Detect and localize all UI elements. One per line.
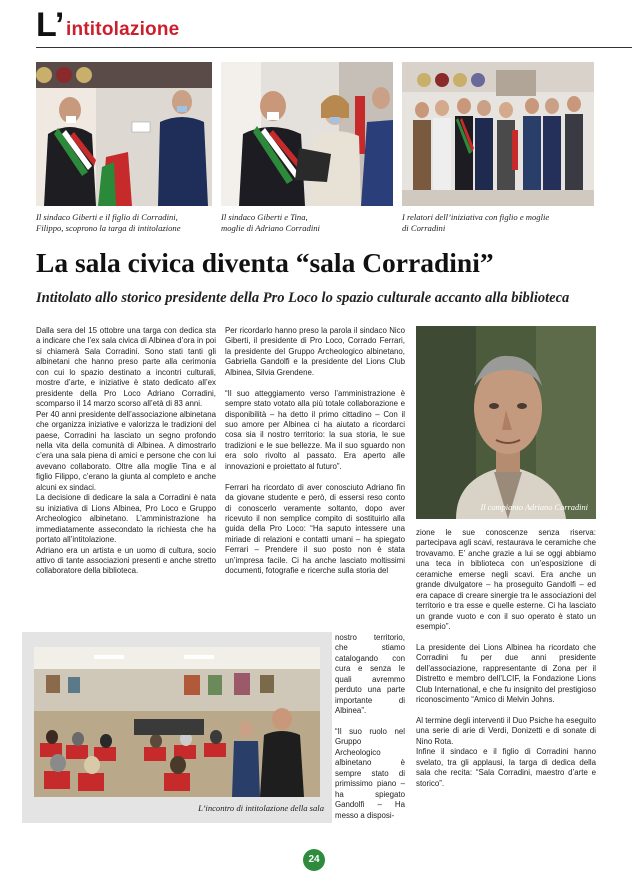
article-column-2 (225, 326, 405, 577)
caption-line: I relatori dell’iniziativa con figlio e moglie (402, 212, 550, 222)
paragraph: Ferrari ha ricordato di aver conosciuto Adriano fin da giovane studente e però, di essersi reso conto di conoscerlo veramente soltanto, dopo aver ricevuto il non semplice compito di sostituirlo alla guida della Pro Loco: “Ha saputo intessere una miriade di relazioni e contatti umani – ha spiegato Ferrari – Prendere il suo posto non è stata un’impresa facile. Ci ha anche lasciato moltissimi documenti, fotografie e ricerche sulla storia del (225, 482, 405, 576)
photo-speakers-group-image (402, 62, 594, 206)
header-rule (36, 47, 632, 48)
caption-event: L’incontro di intitolazione della sala (198, 803, 324, 813)
photo-event-audience-image (34, 647, 320, 797)
headline-bold: sala Corradini (309, 247, 480, 278)
photo-event-audience (34, 647, 320, 797)
caption-line: Il sindaco Giberti e Tina, (221, 212, 308, 222)
headline-part: La sala civica diventa “ (36, 247, 310, 278)
paragraph: “Il suo ruolo nel Gruppo Archeologico albinetano è sempre stato di primissimo piano – ha spiegato Gandolfi – Ha messo a disposi- (335, 727, 405, 820)
caption-speakers-group (402, 212, 598, 234)
paragraph: Al termine degli interventi il Duo Psiche ha eseguito una serie di arie di Verdi, Donizetti e di sonate di Nino Rota. (416, 716, 596, 746)
photo-mayor-and-wife (221, 62, 393, 206)
article-column-2-narrow (335, 633, 405, 821)
paragraph: Per 40 anni presidente dell’associazione albinetana che organizza iniziative e valorizza le tradizioni del paese, Corradini ha lasciato un segno profondo nella vita della comunità di Albinea. A dimostrarlo c’era una sala piena di amici e persone che con lui avevano collaborato. Oltre alla moglie Tina e al figlio Filippo, c’erano la giunta al completo e anche alcuni ex sindaci. (36, 409, 216, 492)
paragraph: La presidente dei Lions Albinea ha ricordato che Corradini fu per due anni presidente dell’associazione, rappresentante di Zona per il Distretto e membro dell’LCIF, la Fondazione Lions Club International, e che fu insignito del prestigioso riconoscimento “Amico di Melvin Johns. (416, 642, 596, 705)
paragraph: Dalla sera del 15 ottobre una targa con dedica sta a indicare che l’ex sala civica di Albinea d’ora in poi si chiamerà Sala Corradini. Sono stati tanti gli albinetani che hanno preso parte alla cerimonia con cui lo spazio destinato a incontri culturali, mostre d’arte, e iniziative è stato dedicato all’ex presidente della Pro Loco Adriano Corradini, scomparso il 14 marzo scorso all’età di 83 anni. (36, 326, 216, 409)
section-header (0, 0, 632, 48)
caption-mayor-and-wife (221, 212, 397, 234)
photo-mayor-and-wife-image (221, 62, 393, 206)
article-column-1 (36, 326, 216, 577)
caption-line: moglie di Adriano Corradini (221, 223, 320, 233)
paragraph: nostro territorio, che stiamo catalogando con cura e senza le quali avremmo perduto una parte importante di Albinea”. (335, 633, 405, 716)
photo-portrait-corradini-image (416, 326, 596, 519)
event-photo-block (22, 632, 332, 823)
caption-line: di Corradini (402, 223, 446, 233)
article-column-3 (416, 528, 596, 789)
caption-line: Filippo, scoprono la targa di intitolazione (36, 223, 181, 233)
article-subtitle: Intitolato allo storico presidente della Pro Loco lo spazio culturale accanto alla biblioteca (36, 290, 570, 306)
caption-line: Il sindaco Giberti e il figlio di Corradini, (36, 212, 178, 222)
section-header-letter: L’ (36, 6, 65, 44)
photo-speakers-group (402, 62, 594, 206)
paragraph: “Il suo atteggiamento verso l’amministrazione è sempre stato votato alla più totale collaborazione e disponibilità – ha detto il primo cittadino – Con il suo amore per Albinea ci ha aiutato a ricordarci cosa sia il nostro territorio: la sua storia, le sue tradizioni e le sue bellezze. Ma il suo sguardo non era solo rivolto al passato. Era aperto alle innovazioni e proiettato al futuro”. (225, 388, 405, 471)
paragraph: Per ricordarlo hanno preso la parola il sindaco Nico Giberti, il presidente di Pro Loco, Corrado Ferrari, la presidente del Gruppo Archeologico albinetano, Gabriella Gandolfi e la presidente del Lions Club Albinea, Silvia Grendene. (225, 326, 405, 377)
caption-unveiling-plaque (36, 212, 216, 234)
caption-portrait: Il compianto Adriano Corradini (480, 503, 588, 512)
paragraph: zione le sue conoscenze senza riserva: partecipava agli scavi, restaurava le ceramiche che trovavamo. E’ anche grazie a lui se oggi abbiamo una teca in biblioteca con un’esposizione di ceramiche emerse negli scavi. Era anche un grande divulgatore – ha proseguito Gandolfi – ed era capace di creare sinergie tra le associazioni del territorio e tra esse e quelle esterne. Ci ha lasciato un grande vuoto e con il suo operato è stato un esempio”. (416, 528, 596, 632)
photo-portrait-corradini (416, 326, 596, 519)
page-number: 24 (303, 849, 325, 871)
headline-part: ” (479, 247, 494, 278)
section-header-title: intitolazione (66, 19, 180, 40)
paragraph: La decisione di dedicare la sala a Corradini è nata su iniziativa di Lions Albinea, Pro Loco e Gruppo Archeologico albinetano. L’amministrazione ha immediatamente assecondato la richiesta che ha portato all’intitolazione. (36, 493, 216, 545)
photo-unveiling-plaque-image (36, 62, 212, 206)
paragraph: Adriano era un artista e un uomo di cultura, socio attivo di tante associazioni presenti e anche stretto collaboratore della biblioteca. (36, 545, 216, 576)
article-headline (36, 246, 616, 280)
paragraph: Infine il sindaco e il figlio di Corradini hanno svelato, tra gli applausi, la targa di dedica della sala che recita: “Sala Corradini, maestro d’arte e storico”. (416, 747, 596, 788)
photo-unveiling-plaque (36, 62, 212, 206)
